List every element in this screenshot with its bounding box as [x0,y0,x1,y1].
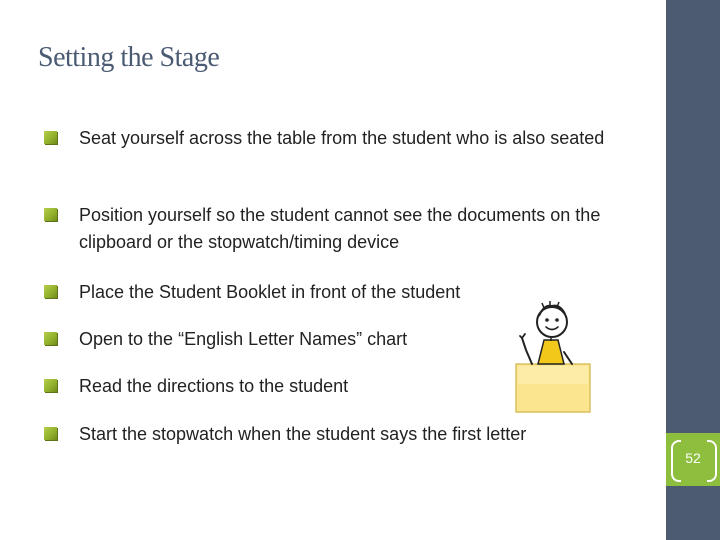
green-square-bullet-icon [44,379,57,392]
bullet-item [44,202,624,256]
bullet-item [44,125,624,152]
bullet-item [44,421,624,448]
green-square-bullet-icon [44,208,57,221]
bullet-text: Place the Student Booklet in front of the student [79,282,461,302]
bullet-text: Open to the “English Letter Names” chart [79,329,408,349]
bullet-text: Read the directions to the student [79,376,349,396]
green-square-bullet-icon [44,427,57,440]
page-number-badge [666,433,720,486]
right-bracket-icon [707,440,717,482]
bullet-text: Position yourself so the student cannot see the documents on the clipboard or the stopwatch/timing device [79,205,601,252]
green-square-bullet-icon [44,285,57,298]
bullet-text: Start the stopwatch when the student says the first letter [79,424,527,444]
bullet-text: Seat yourself across the table from the student who is also seated [79,128,605,148]
slide-title: Setting the Stage [38,42,220,73]
page-number: 52 [685,450,701,466]
green-square-bullet-icon [44,131,57,144]
green-square-bullet-icon [44,332,57,345]
stick-figure-student-at-desk-icon [514,292,592,414]
